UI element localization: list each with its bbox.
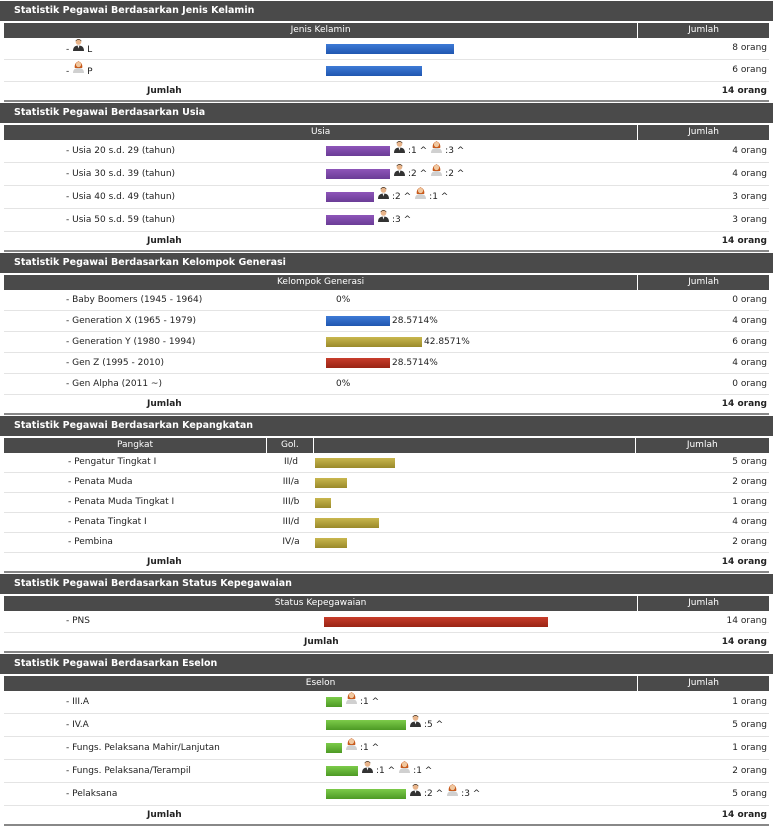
- age-male-count: :2 ^: [392, 192, 412, 202]
- rank-bar-cell: [315, 493, 331, 512]
- rank-table-header: [4, 436, 769, 453]
- echelon-row-value: 5 orang: [732, 789, 767, 799]
- rank-gol-header: Gol.: [267, 438, 314, 453]
- status-table-header: [4, 594, 769, 611]
- echelon-row-value: 2 orang: [732, 766, 767, 776]
- rank-row: [4, 513, 769, 533]
- male-user-icon: [409, 783, 422, 805]
- gender-section-title: Statistik Pegawai Berdasarkan Jenis Kelamin: [0, 0, 773, 21]
- gender-bar: [326, 44, 454, 54]
- age-row-value: 3 orang: [732, 215, 767, 225]
- age-female-count: :1 ^: [429, 192, 449, 202]
- age-row-value: 4 orang: [732, 169, 767, 179]
- generation-row: [4, 374, 769, 395]
- generation-row: [4, 353, 769, 374]
- echelon-bar-cell: [326, 783, 483, 805]
- gender-row: [4, 38, 769, 60]
- echelon-row: [4, 737, 769, 760]
- gender-rows: [0, 38, 773, 82]
- gender-row-label: - L: [66, 38, 92, 61]
- age-row-label: - Usia 20 s.d. 29 (tahun): [66, 146, 176, 156]
- generation-row-value: 4 orang: [732, 316, 767, 326]
- gender-row: [4, 60, 769, 82]
- gender-row-label: - P: [66, 60, 93, 83]
- generation-row-label: - Baby Boomers (1945 - 1964): [66, 295, 203, 305]
- generation-total-label: Jumlah: [147, 399, 182, 409]
- generation-bar: [326, 337, 422, 347]
- rank-row-label: - Penata Muda Tingkat I: [68, 497, 175, 507]
- generation-row-value: 0 orang: [732, 295, 767, 305]
- female-user-icon: [414, 186, 427, 208]
- rank-row-label: - Penata Tingkat I: [68, 517, 147, 527]
- age-bar: [326, 192, 374, 202]
- echelon-table-header: [4, 674, 769, 691]
- rank-bar-cell: [315, 453, 395, 472]
- age-female-count: :3 ^: [445, 146, 465, 156]
- generation-row-label: - Generation X (1965 - 1979): [66, 316, 197, 326]
- female-user-icon: [72, 60, 85, 82]
- rank-row: [4, 533, 769, 553]
- age-male-count: :3 ^: [392, 215, 412, 225]
- generation-bar: [326, 358, 390, 368]
- gender-total-value: 14 orang: [721, 86, 767, 96]
- rank-row-value: 5 orang: [732, 457, 767, 467]
- echelon-rows: [0, 691, 773, 806]
- echelon-bar: [326, 766, 358, 776]
- rank-total-row: [4, 553, 769, 573]
- echelon-bar-cell: [326, 760, 435, 782]
- age-count-header: Jumlah: [688, 127, 720, 137]
- status-row: [4, 611, 769, 633]
- generation-bar-cell: [326, 332, 470, 352]
- status-bar: [324, 617, 548, 627]
- male-user-icon: [393, 140, 406, 162]
- echelon-row-label: - IV.A: [66, 720, 89, 730]
- generation-row-value: 6 orang: [732, 337, 767, 347]
- age-bar-cell: [326, 209, 414, 231]
- generation-percent: 28.5714%: [392, 316, 438, 326]
- status-total-label: Jumlah: [304, 637, 339, 647]
- female-user-icon: [430, 163, 443, 185]
- rank-row-label: - Pembina: [68, 537, 113, 547]
- status-total-row: [4, 633, 769, 653]
- female-user-icon: [446, 783, 459, 805]
- age-row: [4, 209, 769, 232]
- status-bar-cell: [324, 611, 548, 632]
- age-col-header: Usia: [4, 125, 638, 140]
- generation-section-title: Statistik Pegawai Berdasarkan Kelompok Generasi: [0, 252, 773, 273]
- generation-row: [4, 332, 769, 353]
- echelon-male-count: :5 ^: [424, 720, 444, 730]
- generation-bar-cell: [326, 311, 438, 331]
- male-user-icon: [72, 38, 85, 60]
- rank-gol: II/d: [283, 457, 299, 467]
- rank-bar: [315, 458, 395, 468]
- age-bar: [326, 215, 374, 225]
- generation-row-label: - Gen Z (1995 - 2010): [66, 358, 165, 368]
- status-rows: [0, 611, 773, 633]
- gender-bar-cell: [326, 38, 454, 59]
- status-section-title: Statistik Pegawai Berdasarkan Status Kepegawaian: [0, 573, 773, 594]
- rank-bar-cell: [315, 473, 347, 492]
- rank-total-label: Jumlah: [147, 557, 182, 567]
- age-row-value: 3 orang: [732, 192, 767, 202]
- status-count-header: Jumlah: [688, 598, 720, 608]
- rank-section-title: Statistik Pegawai Berdasarkan Kepangkatan: [0, 415, 773, 436]
- age-row-label: - Usia 50 s.d. 59 (tahun): [66, 215, 176, 225]
- gender-label-text: L: [87, 44, 93, 55]
- rank-count-header: Jumlah: [686, 440, 718, 450]
- age-row: [4, 163, 769, 186]
- gender-row-value: 6 orang: [732, 65, 767, 75]
- age-bar-cell: [326, 186, 451, 208]
- echelon-female-count: :1 ^: [413, 766, 433, 776]
- echelon-female-count: :1 ^: [360, 743, 380, 753]
- age-total-label: Jumlah: [147, 236, 182, 246]
- echelon-bar: [326, 789, 406, 799]
- female-user-icon: [345, 737, 358, 759]
- age-row: [4, 140, 769, 163]
- age-row: [4, 186, 769, 209]
- echelon-row: [4, 760, 769, 783]
- age-bar: [326, 146, 390, 156]
- echelon-row: [4, 783, 769, 806]
- generation-row-value: 0 orang: [732, 379, 767, 389]
- gender-bar: [326, 66, 422, 76]
- rank-gol: III/d: [282, 517, 300, 527]
- gender-bar-cell: [326, 60, 422, 81]
- echelon-row-label: - Fungs. Pelaksana Mahir/Lanjutan: [66, 743, 220, 753]
- rank-row: [4, 493, 769, 513]
- echelon-female-count: :3 ^: [461, 789, 481, 799]
- generation-percent: 28.5714%: [392, 358, 438, 368]
- echelon-bar-cell: [326, 737, 382, 759]
- echelon-count-header: Jumlah: [688, 678, 720, 688]
- echelon-row-label: - Pelaksana: [66, 789, 118, 799]
- echelon-row-value: 1 orang: [732, 743, 767, 753]
- generation-row-label: - Gen Alpha (2011 ~): [66, 379, 162, 389]
- generation-total-row: [4, 395, 769, 415]
- echelon-col-header: Eselon: [4, 676, 638, 691]
- male-user-icon: [409, 714, 422, 736]
- rank-col-header: Pangkat: [4, 438, 267, 453]
- age-male-count: :1 ^: [408, 146, 428, 156]
- female-user-icon: [345, 691, 358, 713]
- rank-row: [4, 453, 769, 473]
- rank-bar: [315, 498, 331, 508]
- generation-percent: 42.8571%: [424, 337, 470, 347]
- male-user-icon: [377, 209, 390, 231]
- rank-row-value: 2 orang: [732, 477, 767, 487]
- generation-table-header: [4, 273, 769, 290]
- generation-bar-cell: [334, 374, 350, 394]
- age-rows: [0, 140, 773, 232]
- generation-row-label: - Generation Y (1980 - 1994): [66, 337, 196, 347]
- echelon-section-title: Statistik Pegawai Berdasarkan Eselon: [0, 653, 773, 674]
- age-bar-cell: [326, 163, 467, 185]
- age-male-count: :2 ^: [408, 169, 428, 179]
- echelon-row-value: 5 orang: [732, 720, 767, 730]
- age-total-value: 14 orang: [721, 236, 767, 246]
- rank-bar-cell: [315, 533, 347, 552]
- status-col-header: Status Kepegawaian: [4, 596, 638, 611]
- gender-label-text: P: [87, 66, 93, 77]
- rank-row: [4, 473, 769, 493]
- echelon-row-label: - Fungs. Pelaksana/Terampil: [66, 766, 191, 776]
- male-user-icon: [377, 186, 390, 208]
- generation-percent: 0%: [336, 295, 351, 305]
- generation-row: [4, 311, 769, 332]
- generation-rows: [0, 290, 773, 395]
- echelon-row: [4, 714, 769, 737]
- gender-col-header: Jenis Kelamin: [4, 23, 638, 38]
- rank-bar: [315, 538, 347, 548]
- age-row-label: - Usia 30 s.d. 39 (tahun): [66, 169, 176, 179]
- gender-total-label: Jumlah: [147, 86, 182, 96]
- echelon-total-value: 14 orang: [721, 810, 767, 820]
- echelon-male-count: :2 ^: [424, 789, 444, 799]
- age-bar-cell: [326, 140, 467, 162]
- rank-bar: [315, 518, 379, 528]
- rank-row-value: 2 orang: [732, 537, 767, 547]
- age-bar: [326, 169, 390, 179]
- male-user-icon: [393, 163, 406, 185]
- rank-gol: IV/a: [282, 537, 300, 547]
- female-user-icon: [398, 760, 411, 782]
- echelon-male-count: :1 ^: [376, 766, 396, 776]
- rank-row-value: 1 orang: [732, 497, 767, 507]
- generation-bar: [326, 316, 390, 326]
- generation-row: [4, 290, 769, 311]
- age-row-label: - Usia 40 s.d. 49 (tahun): [66, 192, 176, 202]
- gender-count-header: Jumlah: [688, 25, 720, 35]
- rank-row-value: 4 orang: [732, 517, 767, 527]
- status-row-value: 14 orang: [726, 616, 767, 626]
- age-section-title: Statistik Pegawai Berdasarkan Usia: [0, 102, 773, 123]
- echelon-row-value: 1 orang: [732, 697, 767, 707]
- age-female-count: :2 ^: [445, 169, 465, 179]
- status-total-value: 14 orang: [721, 637, 767, 647]
- rank-bar-header: [314, 438, 636, 453]
- generation-col-header: Kelompok Generasi: [4, 275, 638, 290]
- rank-total-value: 14 orang: [721, 557, 767, 567]
- age-total-row: [4, 232, 769, 252]
- echelon-bar: [326, 697, 342, 707]
- echelon-bar: [326, 720, 406, 730]
- male-user-icon: [361, 760, 374, 782]
- age-row-value: 4 orang: [732, 146, 767, 156]
- gender-total-row: [4, 82, 769, 102]
- rank-row-label: - Pengatur Tingkat I: [68, 457, 157, 467]
- rank-rows: [0, 453, 773, 553]
- rank-bar-cell: [315, 513, 379, 532]
- generation-bar-cell: [334, 290, 350, 310]
- echelon-row-label: - III.A: [66, 697, 90, 707]
- generation-row-value: 4 orang: [732, 358, 767, 368]
- rank-bar: [315, 478, 347, 488]
- female-user-icon: [430, 140, 443, 162]
- echelon-total-label: Jumlah: [147, 810, 182, 820]
- rank-gol: III/a: [282, 477, 300, 487]
- gender-row-value: 8 orang: [732, 43, 767, 53]
- age-table-header: [4, 123, 769, 140]
- generation-count-header: Jumlah: [688, 277, 720, 287]
- echelon-row: [4, 691, 769, 714]
- generation-total-value: 14 orang: [721, 399, 767, 409]
- generation-bar-cell: [326, 353, 438, 373]
- echelon-female-count: :1 ^: [360, 697, 380, 707]
- echelon-bar: [326, 743, 342, 753]
- echelon-bar-cell: [326, 691, 382, 713]
- rank-row-label: - Penata Muda: [68, 477, 133, 487]
- rank-gol: III/b: [282, 497, 300, 507]
- gender-table-header: [4, 21, 769, 38]
- echelon-total-row: [4, 806, 769, 826]
- echelon-bar-cell: [326, 714, 446, 736]
- generation-percent: 0%: [336, 379, 351, 389]
- status-row-label: - PNS: [66, 616, 90, 626]
